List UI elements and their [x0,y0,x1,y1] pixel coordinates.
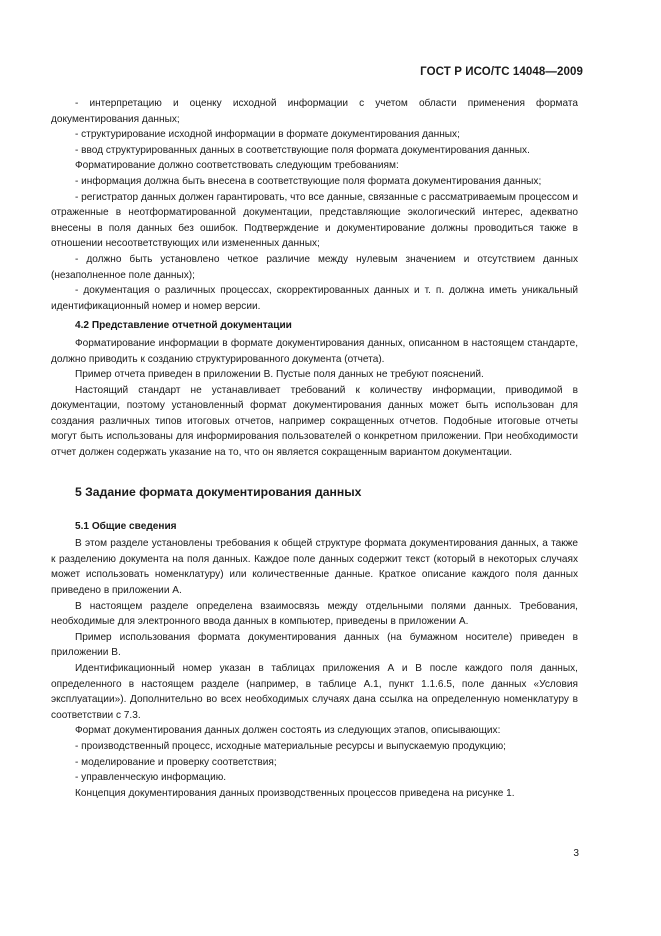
paragraph: - ввод структурированных данных в соответствующие поля формата документирования данных. [75,144,530,156]
subsection-heading-4-2: 4.2 Представление отчетной документации [75,320,292,332]
document-code: ГОСТ Р ИСО/ТС 14048—2009 [420,66,583,78]
paragraph: Форматирование информации в формате документирования данных, описанном в настоящем стандарте, должно приводить к созданию структурированного документа (отчета). [51,337,578,365]
paragraph: Идентификационный номер указан в таблицах приложения А и В после каждого поля данных, определенного в настоящем разделе (например, в таблице А.1, пункт 1.1.6.5, поле данных «Условия эксплуатации»). Дополнительно во всех необходимых случаях дана ссылка на определенную номенклатуру в соответствии с 7.3. [51,663,578,721]
subsection-heading-5-1: 5.1 Общие сведения [75,520,177,532]
paragraph: - структурирование исходной информации в формате документирования данных; [75,129,460,141]
paragraph: Пример отчета приведен в приложении В. Пустые поля данных не требуют пояснений. [75,369,484,381]
section-heading-5: 5 Задание формата документирования данных [75,484,362,499]
paragraph: Концепция документирования данных производственных процессов приведена на рисунке 1. [75,787,515,799]
paragraph: - интерпретацию и оценку исходной информации с учетом области применения формата документирования данных; [51,98,578,125]
paragraph: - регистратор данных должен гарантировать, что все данные, связанные с рассматриваемым процессом и отраженные в неотформатированной документации, представляющие экологический интерес, адекватно внесены в поля данных без ошибок. Подтверждение и документирование должны проводиться также в отношении несоответствующих или измененных данных; [51,191,578,250]
paragraph: Настоящий стандарт не устанавливает требований к количеству информации, приводимой в документации, поэтому установленный формат документирования данных может быть использован для создания различных типов итоговых отчетов, например сокращенных отчетов. Подобные итоговые отчеты могут быть использованы для информирования пользователей о конкретном приложении. При необходимости отчет должен содержать указание на то, что он является сокращенным вариантом документации. [51,384,578,459]
page-number: 3 [573,848,579,859]
paragraph: Пример использования формата документирования данных (на бумажном носителе) приведен в приложении В. [51,631,578,659]
paragraph: Форматирование должно соответствовать следующим требованиям: [75,160,399,172]
document-body [51,96,578,801]
paragraph: - производственный процесс, исходные материальные ресурсы и выпускаемую продукцию; [75,740,506,752]
paragraph: Формат документирования данных должен состоять из следующих этапов, описывающих: [75,725,501,737]
paragraph: - документация о различных процессах, скорректированных данных и т. п. должна иметь уникальный идентификационный номер и номер версии. [51,285,578,312]
paragraph: - управленческую информацию. [75,772,227,784]
paragraph: - должно быть установлено четкое различие между нулевым значением и отсутствием данных (незаполненное поле данных); [51,253,578,281]
paragraph: - моделирование и проверку соответствия; [75,756,277,768]
paragraph: В настоящем разделе определена взаимосвязь между отдельными полями данных. Требования, необходимые для электронного ввода данных в компьютер, приведены в приложении А. [51,600,578,628]
paragraph: - информация должна быть внесена в соответствующие поля формата документирования данных; [75,175,542,187]
paragraph: В этом разделе установлены требования к общей структуре формата документирования данных, а также к разделению документа на поля данных. Каждое поле данных содержит текст (который в некоторых случаях может использовать номенклатуру) или количественные данные. Краткое описание каждого поля данных приведено в приложении А. [51,538,578,597]
